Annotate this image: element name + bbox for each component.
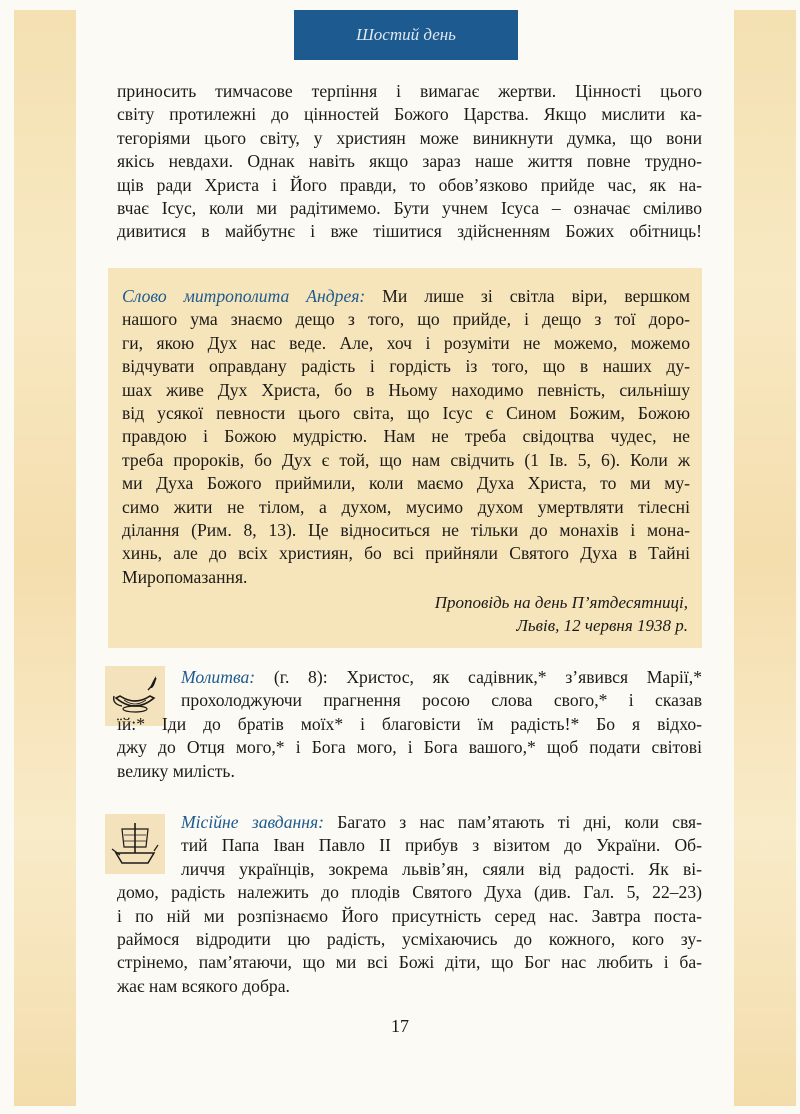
text-line: нашого ума знаємо дещо з того, що прийде, і дещо з тої доро-	[122, 309, 690, 330]
text-line: приносить тимчасове терпіння і вимагає жертви. Цінності цього	[117, 81, 702, 101]
right-decorative-strip	[734, 10, 796, 1106]
text-line: тий Папа Іван Павло II прибув з візитом до України. Об-	[181, 835, 702, 856]
day-header-tab	[294, 10, 518, 60]
text-line: хинь, але до всіх християн, бо всі прийняли Святого Духа в Тайні	[122, 543, 690, 564]
mission-first-line: Багато з нас пам’ятають ті дні, коли свя-	[324, 812, 702, 832]
text-line: симо жити не тілом, а духом, мусимо духом умертвляти тілесні	[122, 496, 690, 517]
text-line: жає нам всякого добра.	[117, 975, 290, 996]
text-line	[122, 285, 690, 308]
text-line: ми Духа Божого приймили, коли маємо Духа Христа, то ми му-	[122, 473, 690, 494]
quote-paragraph	[122, 285, 690, 589]
text-line: вчає Ісус, коли ми радітимемо. Бути учнем Ісуса – означає сміливо	[117, 198, 702, 219]
text-line: дивитися в майбутнє і вже тішитися здійсненням Божих обітниць!	[117, 221, 702, 242]
text-line: і по ній ми розпізнаємо Його присутність серед нас. Завтра поста-	[117, 905, 702, 926]
text-line: стрінемо, пам’ятаючи, що ми всі Божі діти, що Бог нас любить і ба-	[117, 952, 702, 973]
source-line: Львів, 12 червня 1938 р.	[516, 616, 688, 636]
text-line: домо, радість належить до плодів Святого Духа (див. Гал. 5, 22–23)	[117, 882, 702, 903]
text-line: джу до Отця мого,* і Бога мого, і Бога вашого,* щоб подати світові	[117, 737, 702, 758]
mission-label: Місійне завдання:	[181, 812, 324, 832]
text-line: відчувати оправдану радість і гордість із того, що в наших ду-	[122, 356, 690, 377]
quote-label: Слово митрополита Андрея:	[122, 286, 366, 306]
text-line: правдою і Божою мудрістю. Нам не треба свідоцтва чудес, не	[122, 426, 690, 447]
prayer-first-line: (г. 8): Христос, як садівник,* з’явився Марії,*	[255, 667, 702, 687]
text-line: їй:* Іди до братів моїх* і благовісти їм радість!* Бо я відхо-	[117, 713, 702, 734]
mission-paragraph	[117, 811, 702, 998]
text-line: прохолоджуючи прагнення росою слова свого,* і сказав	[181, 690, 702, 711]
text-line: раймося відродити цю радість, усміхаючись до кожного, кого зу-	[117, 929, 702, 950]
text-line: тегоріями цього світу, у християн може виникнути думка, що вони	[117, 127, 702, 148]
left-decorative-strip	[14, 10, 76, 1106]
text-line: щів ради Христа і Його правди, то обов’язково прийде час, як на-	[117, 174, 702, 195]
quote-first-line: Ми лише зі світла віри, вершком	[365, 286, 690, 306]
intro-paragraph	[117, 80, 702, 244]
text-line: треба пророків, бо Дух є той, що нам свідчить (1 Ів. 5, 6). Коли ж	[122, 449, 690, 470]
prayer-label: Молитва:	[181, 667, 256, 687]
text-line: ги, якою Дух нас веде. Але, хоч і розуміти не можемо, можемо	[122, 332, 690, 353]
text-line: шах живе Дух Христа, бо в Ньому находимо певність, сильнішу	[122, 379, 690, 400]
text-line: світу протилежні до цінностей Божого Царства. Якщо мислити ка-	[117, 104, 702, 125]
text-line: від усякої певности цього світа, що Ісус є Сином Божим, Божою	[122, 403, 690, 424]
text-line: Миропомазання.	[122, 566, 248, 587]
text-line: ділання (Рим. 8, 13). Це відноситься не тільки до монахів і мона-	[122, 520, 690, 541]
page-number: 17	[391, 1016, 409, 1036]
text-line	[117, 811, 702, 834]
prayer-paragraph	[117, 666, 702, 783]
source-line: Проповідь на день П’ятдесятниці,	[434, 593, 688, 612]
text-line	[117, 666, 702, 689]
text-line: личчя українців, зокрема львів’ян, сяяли від радості. Як ві-	[181, 858, 702, 879]
quote-source	[435, 591, 688, 638]
text-line: якісь невдахи. Однак навіть якщо зараз наше життя повне трудно-	[117, 151, 702, 172]
day-label: Шостий день	[356, 25, 456, 44]
text-line: велику милість.	[117, 760, 235, 781]
